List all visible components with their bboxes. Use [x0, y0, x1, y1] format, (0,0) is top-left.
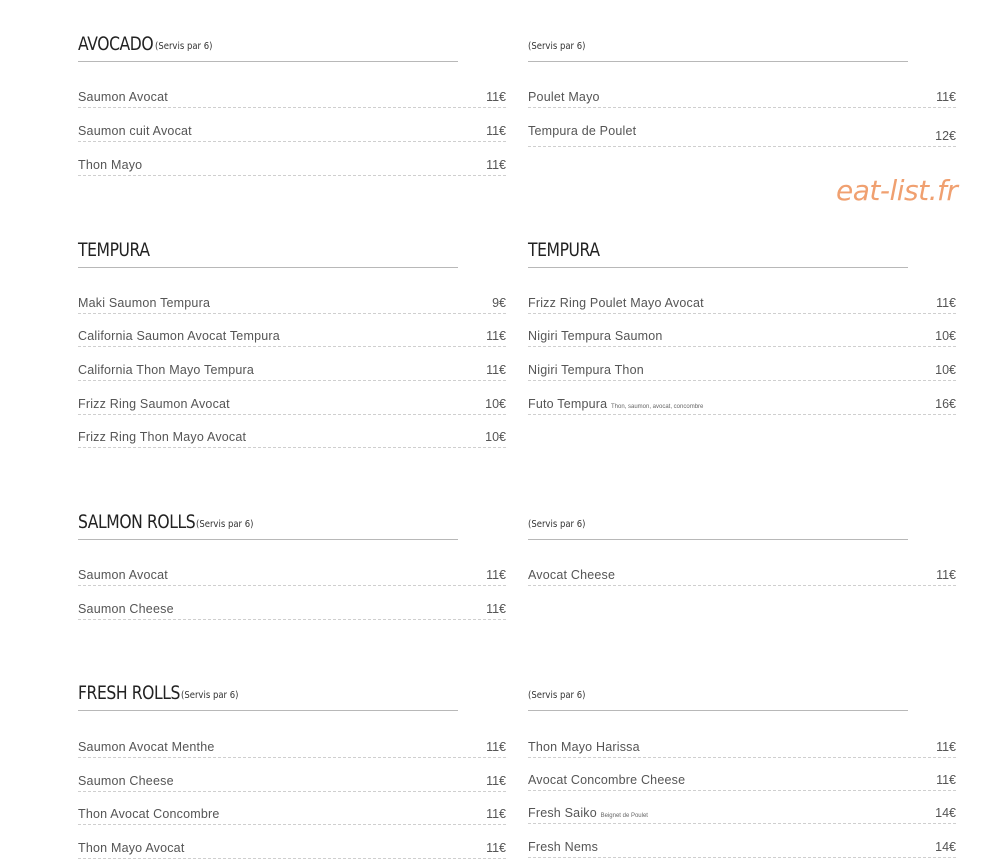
section-name: SALMON ROLLS: [78, 511, 196, 533]
menu-item: [528, 770, 956, 791]
item-name: Saumon Avocat: [78, 90, 168, 104]
section-title: [528, 237, 908, 268]
menu-item: [78, 87, 506, 108]
item-price: 11€: [486, 329, 506, 343]
menu-item: [78, 394, 506, 415]
section-name: TEMPURA: [78, 239, 150, 261]
item-price: 12€: [935, 129, 956, 143]
item-price: 14€: [935, 840, 956, 854]
item-price: 11€: [936, 568, 956, 582]
item-name: Fresh Nems: [528, 840, 599, 854]
menu-item: [528, 87, 956, 108]
menu-item: [528, 360, 956, 381]
menu-item: [78, 326, 506, 347]
item-name: Nigiri Tempura Saumon: [528, 329, 663, 343]
item-price: 11€: [936, 296, 956, 310]
menu-item: [528, 837, 956, 858]
item-price: 10€: [485, 397, 506, 411]
item-name: Poulet Mayo: [528, 90, 600, 104]
item-name: Frizz Ring Saumon Avocat: [78, 397, 230, 411]
item-name: Maki Saumon Tempura: [78, 296, 211, 310]
item-price: 11€: [486, 158, 506, 172]
item-name: Frizz Ring Thon Mayo Avocat: [78, 430, 247, 444]
menu-item: [78, 360, 506, 381]
item-price: 11€: [486, 740, 506, 754]
item-price: 11€: [936, 90, 956, 104]
item-price: 11€: [936, 740, 956, 754]
section-title: [78, 31, 458, 62]
section-title: [78, 237, 458, 268]
item-detail: Thon, saumon, avocat, concombre: [610, 404, 704, 410]
item-name: Saumon Cheese: [78, 774, 174, 788]
menu-item: [78, 737, 506, 758]
item-name: Tempura de Poulet: [528, 124, 637, 138]
menu-item: [78, 599, 506, 620]
menu-item: [78, 771, 506, 792]
item-name: Thon Avocat Concombre: [78, 807, 220, 821]
section-note: (Servis par 6): [528, 41, 586, 52]
item-price: 16€: [935, 397, 956, 411]
menu-item: [528, 326, 956, 347]
item-price: 11€: [486, 124, 506, 138]
section-title: [528, 31, 908, 62]
item-price: 11€: [486, 602, 506, 616]
item-price: 11€: [486, 568, 506, 582]
item-name: Avocat Concombre Cheese: [528, 773, 686, 787]
section-title: [78, 509, 458, 540]
item-detail: Beignet de Poulet: [600, 813, 648, 819]
menu-item: [78, 121, 506, 142]
section-note: (Servis par 6): [528, 519, 586, 530]
item-price: 11€: [486, 774, 506, 788]
item-price: 11€: [486, 807, 506, 821]
menu-item: [528, 121, 956, 147]
menu-item: [78, 427, 506, 448]
menu-item: [528, 394, 956, 415]
section-note: (Servis par 6): [181, 690, 239, 701]
section-note: (Servis par 6): [155, 41, 213, 52]
section-title: [78, 680, 458, 711]
section-title: [528, 680, 908, 711]
menu-item: [78, 838, 506, 859]
item-price: 11€: [486, 841, 506, 855]
item-price: 10€: [485, 430, 506, 444]
item-name: Nigiri Tempura Thon: [528, 363, 644, 377]
item-name: California Thon Mayo Tempura: [78, 363, 255, 377]
item-price: 11€: [936, 773, 956, 787]
item-price: 10€: [935, 363, 956, 377]
item-price: 10€: [935, 329, 956, 343]
menu-item: [528, 737, 956, 758]
item-name: Thon Mayo Avocat: [78, 841, 185, 855]
menu-item: [78, 804, 506, 825]
item-name: California Saumon Avocat Tempura: [78, 329, 280, 343]
item-name: Saumon Avocat: [78, 568, 168, 582]
section-name: TEMPURA: [528, 239, 600, 261]
item-name: Fresh Saiko Beignet de Poulet: [528, 806, 648, 820]
watermark-logo: eat-list.fr: [836, 174, 958, 207]
section-note: (Servis par 6): [528, 690, 586, 701]
section-title: [528, 509, 908, 540]
section-name: AVOCADO: [78, 33, 154, 55]
menu-item: [78, 155, 506, 176]
item-price: 11€: [486, 363, 506, 377]
item-price: 14€: [935, 806, 956, 820]
item-name: Thon Mayo Harissa: [528, 740, 640, 754]
item-name: Thon Mayo: [78, 158, 143, 172]
item-name: Saumon Avocat Menthe: [78, 740, 215, 754]
menu-item: [528, 565, 956, 586]
section-name: FRESH ROLLS: [78, 682, 181, 704]
menu-item: [78, 565, 506, 586]
item-name: Avocat Cheese: [528, 568, 616, 582]
menu-item: [78, 293, 506, 314]
menu-item: [528, 803, 956, 824]
item-price: 9€: [492, 296, 506, 310]
item-name: Saumon cuit Avocat: [78, 124, 192, 138]
item-name: Futo Tempura Thon, saumon, avocat, concombre: [528, 397, 704, 411]
item-name: Frizz Ring Poulet Mayo Avocat: [528, 296, 704, 310]
menu-item: [528, 293, 956, 314]
section-note: (Servis par 6): [196, 519, 254, 530]
item-name: Saumon Cheese: [78, 602, 174, 616]
item-price: 11€: [486, 90, 506, 104]
